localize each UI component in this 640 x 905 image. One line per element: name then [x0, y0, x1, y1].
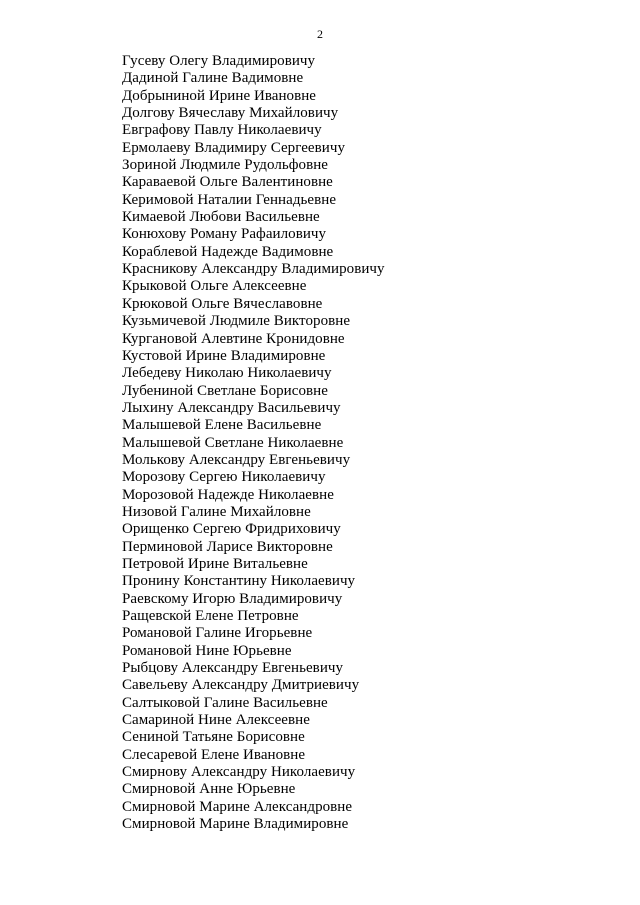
- name-entry: Слесаревой Елене Ивановне: [122, 746, 306, 763]
- name-entry: Дадиной Галине Вадимовне: [122, 70, 304, 87]
- name-entry: Петровой Ирине Витальевне: [122, 555, 308, 572]
- name-entry: Романовой Галине Игорьевне: [122, 625, 313, 642]
- name-entry: Конюхову Роману Рафаиловичу: [122, 226, 327, 243]
- name-entry: Керимовой Наталии Геннадьевне: [122, 191, 337, 208]
- page-number: 2: [317, 27, 323, 41]
- name-entry: Лубениной Светлане Борисовне: [122, 382, 328, 399]
- name-entry: Кимаевой Любови Васильевне: [122, 209, 320, 226]
- name-entry: Ермолаеву Владимиру Сергеевичу: [122, 139, 345, 156]
- name-entry: Смирновой Марине Александровне: [122, 798, 353, 815]
- name-entry: Смирновой Анне Юрьевне: [122, 781, 296, 798]
- name-entry: Малышевой Елене Васильевне: [122, 417, 322, 434]
- name-entry: Зориной Людмиле Рудольфовне: [122, 157, 329, 174]
- name-entry: Малышевой Светлане Николаевне: [122, 434, 344, 451]
- name-entry: Ращевской Елене Петровне: [122, 608, 299, 624]
- name-entry: Гусеву Олегу Владимировичу: [122, 53, 316, 69]
- name-entry: Кургановой Алевтине Кронидовне: [122, 330, 345, 347]
- name-entry: Кораблевой Надежде Вадимовне: [122, 243, 334, 260]
- name-entry: Лыхину Александру Васильевичу: [122, 399, 341, 416]
- name-entry: Крыковой Ольге Алексеевне: [122, 278, 307, 295]
- name-entry: Смирнову Александру Николаевичу: [122, 764, 356, 781]
- name-entry: Морозову Сергею Николаевичу: [122, 469, 326, 486]
- name-entry: Кустовой Ирине Владимировне: [122, 347, 326, 364]
- name-entry: Салтыковой Галине Васильевне: [122, 694, 328, 711]
- name-entry: Долгову Вячеславу Михайловичу: [122, 105, 339, 122]
- name-entry: Караваевой Ольге Валентиновне: [122, 174, 333, 191]
- name-entry: Сениной Татьяне Борисовне: [122, 729, 305, 746]
- name-entry: Пронину Константину Николаевичу: [122, 573, 356, 590]
- name-entry: Перминовой Ларисе Викторовне: [122, 538, 333, 555]
- name-entry: Красникову Александру Владимировичу: [122, 261, 385, 278]
- name-entry: Орищенко Сергею Фридриховичу: [122, 521, 341, 538]
- name-entry: Евграфову Павлу Николаевичу: [122, 122, 322, 139]
- name-entry: Морозовой Надежде Николаевне: [122, 486, 334, 503]
- name-entry: Кузьмичевой Людмиле Викторовне: [122, 313, 351, 330]
- name-entry: Низовой Галине Михайловне: [122, 503, 311, 520]
- names-list: [122, 53, 385, 833]
- name-entry: Савельеву Александру Дмитриевичу: [122, 677, 360, 694]
- name-entry: Романовой Нине Юрьевне: [122, 642, 292, 659]
- name-entry: Молькову Александру Евгеньевичу: [122, 451, 351, 468]
- name-entry: Крюковой Ольге Вячеславовне: [122, 295, 323, 312]
- name-entry: Рыбцову Александру Евгеньевичу: [122, 660, 344, 677]
- name-entry: Самариной Нине Алексеевне: [122, 712, 310, 729]
- name-entry: Смирновой Марине Владимировне: [122, 816, 349, 833]
- name-entry: Добрыниной Ирине Ивановне: [122, 87, 317, 104]
- name-entry: Лебедеву Николаю Николаевичу: [122, 365, 332, 382]
- name-entry: Раевскому Игорю Владимировичу: [122, 590, 343, 607]
